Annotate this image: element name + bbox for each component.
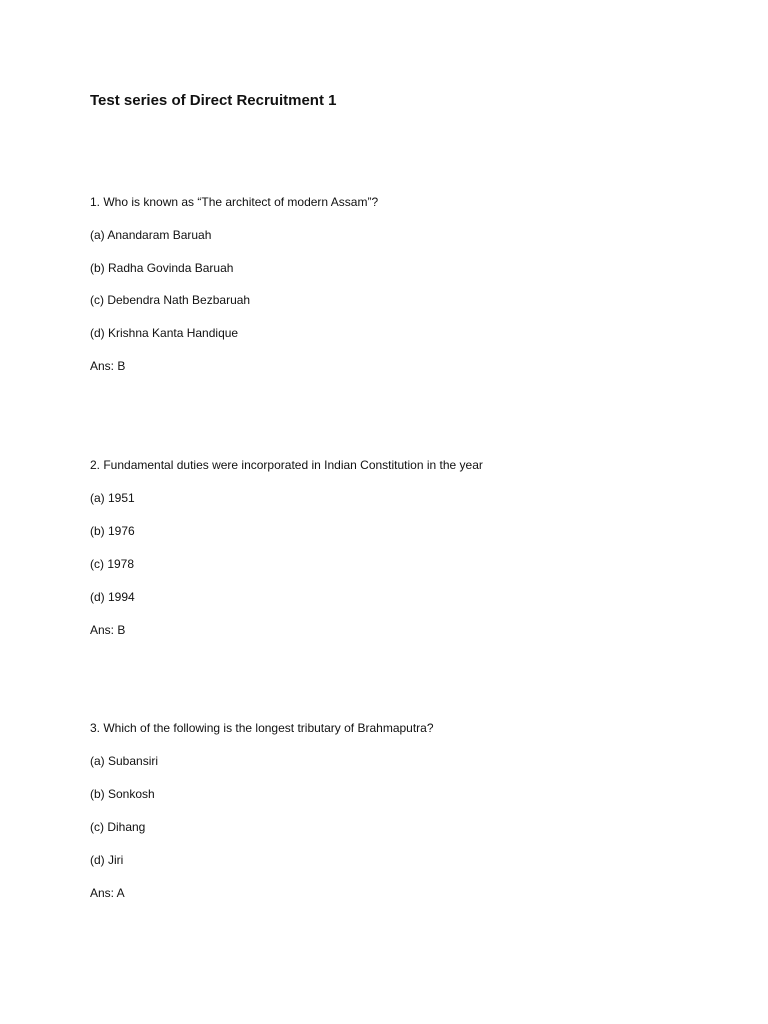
question-3-option-d: (d) Jiri — [90, 853, 124, 867]
question-1-option-d: (d) Krishna Kanta Handique — [90, 326, 239, 340]
question-2-answer: Ans: B — [90, 623, 126, 637]
question-2-text: 2. Fundamental duties were incorporated in Indian Constitution in the year — [90, 458, 483, 472]
question-1-option-a: (a) Anandaram Baruah — [90, 228, 212, 242]
question-3-answer: Ans: A — [90, 886, 125, 900]
question-3-option-c: (c) Dihang — [90, 820, 146, 834]
question-1-answer: Ans: B — [90, 359, 126, 373]
question-3-text: 3. Which of the following is the longest tributary of Brahmaputra? — [90, 721, 434, 735]
question-3-option-b: (b) Sonkosh — [90, 787, 155, 801]
question-1-option-c: (c) Debendra Nath Bezbaruah — [90, 293, 251, 307]
question-1-text: 1. Who is known as “The architect of modern Assam”? — [90, 195, 379, 209]
question-2-option-a: (a) 1951 — [90, 491, 135, 505]
question-2-option-b: (b) 1976 — [90, 524, 135, 538]
document-title: Test series of Direct Recruitment 1 — [90, 92, 337, 109]
question-1-option-b: (b) Radha Govinda Baruah — [90, 261, 234, 275]
question-2-option-c: (c) 1978 — [90, 557, 135, 571]
question-2-option-d: (d) 1994 — [90, 590, 135, 604]
question-3-option-a: (a) Subansiri — [90, 754, 159, 768]
